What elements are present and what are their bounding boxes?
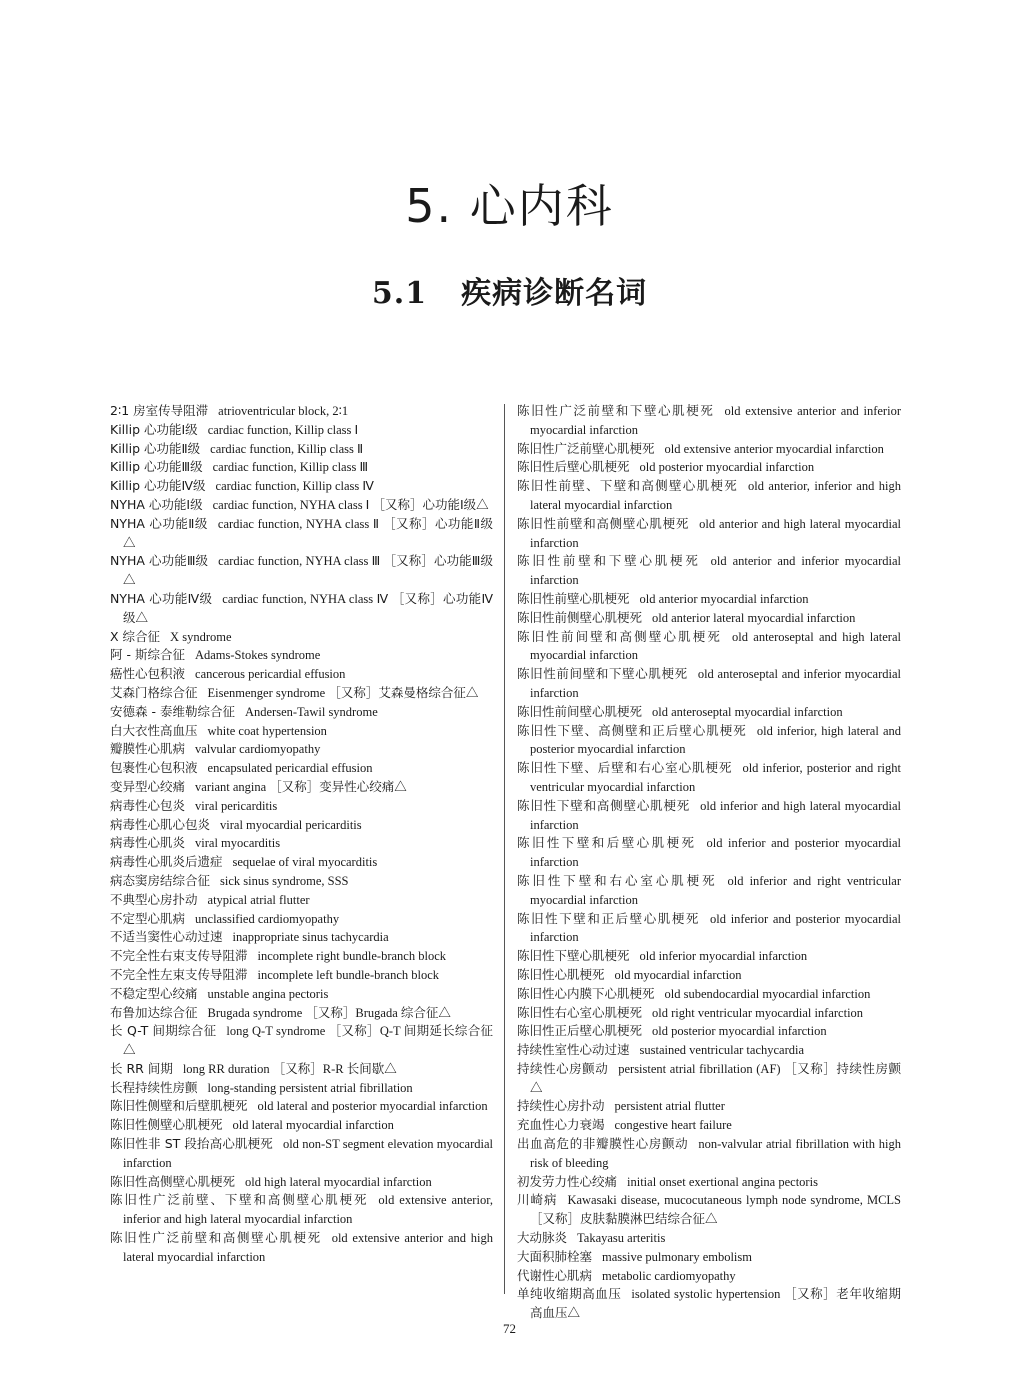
entry-term: 陈旧性心肌梗死 — [517, 966, 605, 982]
glossary-entry — [517, 1229, 901, 1248]
entry-term: 病毒性心肌炎后遗症 — [110, 854, 223, 870]
entry-term: 阿 - 斯综合征 — [110, 647, 185, 663]
entry-english: unclassified cardiomyopathy — [195, 911, 340, 926]
entry-term: 2∶1 房室传导阻滞 — [110, 403, 209, 418]
entry-english: old extensive anterior and high lateral myocardial infarction — [123, 1231, 493, 1264]
section-heading: 疾病诊断名词 — [461, 276, 648, 311]
entry-term: 充血性心力衰竭 — [517, 1117, 605, 1133]
entry-term: 陈旧性广泛前壁和高侧壁心肌梗死 — [110, 1230, 322, 1246]
entry-term: Killip 心功能Ⅳ级 — [110, 478, 206, 494]
entry-english: initial onset exertional angina pectoris — [627, 1174, 818, 1189]
glossary-entry — [517, 609, 901, 628]
entry-english: isolated systolic hypertension ［又称］老年收缩期高血压△ — [530, 1287, 901, 1321]
glossary-entry — [110, 552, 493, 590]
glossary-entry — [517, 590, 901, 609]
left-column — [110, 402, 493, 1267]
entry-term: 陈旧性下壁心肌梗死 — [517, 948, 630, 964]
glossary-entry — [517, 515, 901, 553]
entry-english: long RR duration ［又称］R-R 长间歇△ — [182, 1061, 397, 1076]
entry-english: viral myocarditis — [195, 836, 281, 851]
entry-english: non-valvular atrial fibrillation with high risk of bleeding — [530, 1137, 901, 1170]
entry-english: old inferior, posterior and right ventricular myocardial infarction — [530, 761, 901, 794]
entry-term: 陈旧性下壁、后壁和右心室心肌梗死 — [517, 760, 733, 776]
entry-term: 包裹性心包积液 — [110, 760, 198, 776]
entry-english: old posterior myocardial infarction — [652, 1024, 827, 1039]
entry-english: old subendocardial myocardial infarction — [664, 986, 871, 1001]
entry-term: 陈旧性下壁和高侧壁心肌梗死 — [517, 797, 691, 813]
glossary-entry — [517, 1060, 901, 1098]
entry-term: 陈旧性前壁、下壁和高侧壁心肌梗死 — [517, 478, 739, 494]
entry-term: 瓣膜性心肌病 — [110, 741, 186, 757]
entry-term: 陈旧性心内膜下心肌梗死 — [517, 985, 655, 1001]
page-number: 72 — [503, 1321, 516, 1336]
glossary-entry — [110, 590, 493, 628]
entry-english: atypical atrial flutter — [207, 892, 310, 907]
glossary-entry — [517, 1041, 901, 1060]
entry-term: 不适当窦性心动过速 — [110, 929, 223, 945]
entry-english: old inferior and right ventricular myocardial infarction — [530, 873, 901, 907]
glossary-entry — [110, 1191, 493, 1229]
entry-term: 白大衣性高血压 — [110, 722, 198, 738]
glossary-entry — [110, 1229, 493, 1267]
glossary-entry — [517, 1004, 901, 1023]
glossary-entry — [110, 872, 493, 891]
entry-term: 陈旧性侧壁心肌梗死 — [110, 1117, 223, 1133]
entry-term: 陈旧性高侧壁心肌梗死 — [110, 1173, 236, 1189]
glossary-entry — [517, 1116, 901, 1135]
entry-english: cardiac function, NYHA class Ⅲ ［又称］心功能Ⅲ级△ — [123, 554, 493, 588]
entry-english: Brugada syndrome ［又称］Brugada 综合征△ — [207, 1005, 451, 1020]
glossary-entry — [517, 552, 901, 590]
glossary-entry — [110, 421, 493, 440]
entry-term: Killip 心功能Ⅲ级 — [110, 459, 203, 475]
entry-term: 陈旧性广泛前壁心肌梗死 — [517, 440, 655, 456]
glossary-entry — [517, 1191, 901, 1229]
glossary-entry — [517, 872, 901, 910]
entry-term: 大动脉炎 — [517, 1230, 568, 1246]
entry-english: cardiac function, Killip class Ⅱ — [210, 441, 364, 456]
entry-english: old extensive anterior, inferior and high lateral myocardial infarction — [123, 1193, 493, 1227]
entry-term: 陈旧性正后壁心肌梗死 — [517, 1023, 643, 1039]
glossary-entry — [517, 402, 901, 440]
entry-english: old right ventricular myocardial infarction — [652, 1005, 864, 1020]
entry-english: unstable angina pectoris — [207, 986, 329, 1001]
entry-term: 布鲁加达综合征 — [110, 1004, 198, 1020]
glossary-entry — [110, 402, 493, 421]
glossary-entry — [110, 891, 493, 910]
glossary-entry — [110, 1060, 493, 1079]
entry-english: incomplete left bundle-branch block — [257, 967, 440, 982]
entry-english: old anterior lateral myocardial infarction — [652, 610, 856, 625]
entry-term: 不完全性左束支传导阻滞 — [110, 966, 248, 982]
entry-english: sequelae of viral myocarditis — [232, 855, 378, 870]
entry-english: cardiac function, Killip class Ⅳ — [215, 479, 374, 494]
entry-english: cardiac function, NYHA class Ⅰ ［又称］心功能Ⅰ级△ — [212, 497, 489, 512]
entry-english: persistent atrial flutter — [614, 1099, 725, 1114]
glossary-entry — [110, 1116, 493, 1135]
entry-term: 陈旧性前间壁和下壁心肌梗死 — [517, 666, 688, 682]
glossary-entry — [110, 440, 493, 459]
entry-term: 陈旧性前侧壁心肌梗死 — [517, 609, 643, 625]
entry-term: 癌性心包积液 — [110, 666, 186, 682]
entry-term: 变异型心绞痛 — [110, 778, 186, 794]
glossary-entry — [110, 853, 493, 872]
entry-term: Killip 心功能Ⅱ级 — [110, 440, 201, 456]
entry-term: 陈旧性后壁心肌梗死 — [517, 459, 630, 475]
entry-english: cardiac function, Killip class Ⅰ — [207, 422, 359, 437]
entry-english: long-standing persistent atrial fibrillation — [207, 1080, 413, 1095]
glossary-entry — [517, 985, 901, 1004]
entry-term: 陈旧性前间壁心肌梗死 — [517, 703, 643, 719]
entry-english: old inferior, high lateral and posterior myocardial infarction — [530, 723, 901, 757]
glossary-entry — [517, 834, 901, 872]
entry-term: 单纯收缩期高血压 — [517, 1286, 622, 1302]
entry-term: NYHA 心功能Ⅲ级 — [110, 553, 209, 569]
glossary-entry — [110, 1022, 493, 1060]
entry-term: 陈旧性下壁和右心室心肌梗死 — [517, 872, 718, 888]
entry-term: 长 RR 间期 — [110, 1060, 173, 1076]
entry-english: Adams-Stokes syndrome — [194, 648, 321, 663]
glossary-entry — [517, 797, 901, 835]
glossary-entry — [110, 740, 493, 759]
entry-term: NYHA 心功能Ⅳ级 — [110, 590, 213, 606]
entry-english: old extensive anterior and inferior myocardial infarction — [530, 404, 901, 437]
entry-english: incomplete right bundle-branch block — [257, 949, 446, 964]
entry-english: viral pericarditis — [195, 798, 278, 813]
entry-english: old anteroseptal myocardial infarction — [652, 704, 843, 719]
entry-english: valvular cardiomyopathy — [195, 742, 321, 757]
entry-term: 病态窦房结综合征 — [110, 872, 211, 888]
entry-term: Killip 心功能Ⅰ级 — [110, 421, 198, 437]
glossary-entry — [110, 1135, 493, 1173]
chapter-title: 5. 心内科 — [405, 179, 614, 233]
entry-english: old anterior and high lateral myocardial infarction — [530, 516, 901, 550]
entry-term: 陈旧性前间壁和高侧壁心肌梗死 — [517, 628, 723, 644]
entry-term: 病毒性心肌心包炎 — [110, 816, 211, 832]
entry-term: 长程持续性房颤 — [110, 1079, 198, 1095]
entry-english: cancerous pericardial effusion — [195, 667, 346, 682]
entry-english: encapsulated pericardial effusion — [207, 761, 373, 776]
entry-english: old anterior and inferior myocardial infarction — [530, 554, 901, 588]
entry-english: cardiac function, NYHA class Ⅳ ［又称］心功能Ⅳ级△ — [123, 591, 493, 625]
glossary-entry — [110, 1004, 493, 1023]
glossary-entry — [110, 515, 493, 553]
entry-term: 持续性心房颤动 — [517, 1060, 609, 1076]
entry-term: 不稳定型心绞痛 — [110, 985, 198, 1001]
glossary-entry — [110, 759, 493, 778]
glossary-entry — [517, 966, 901, 985]
glossary-entry — [110, 646, 493, 665]
glossary-entry — [517, 665, 901, 703]
entry-term: 艾森门格综合征 — [110, 684, 198, 700]
entry-term: 陈旧性前壁和下壁心肌梗死 — [517, 553, 701, 569]
entry-term: 陈旧性下壁、高侧壁和正后壁心肌梗死 — [517, 722, 747, 738]
entry-term: 长 Q-T 间期综合征 — [110, 1023, 217, 1039]
entry-term: 代谢性心肌病 — [517, 1267, 593, 1283]
entry-term: 陈旧性非 ST 段抬高心肌梗死 — [110, 1136, 273, 1152]
entry-english: Andersen-Tawil syndrome — [244, 704, 378, 719]
entry-english: old anterior myocardial infarction — [639, 591, 809, 606]
glossary-entry — [110, 477, 493, 496]
glossary-entry — [110, 778, 493, 797]
glossary-entry — [110, 458, 493, 477]
glossary-entry — [517, 1267, 901, 1286]
entry-english: congestive heart failure — [614, 1118, 732, 1133]
entry-term: 陈旧性前壁心肌梗死 — [517, 590, 630, 606]
entry-english: old anteroseptal and high lateral myocardial infarction — [530, 629, 901, 663]
glossary-entry — [110, 496, 493, 515]
entry-term: 病毒性心肌炎 — [110, 835, 186, 851]
entry-english: old lateral and posterior myocardial infarction — [257, 1099, 488, 1114]
glossary-entry — [517, 440, 901, 459]
column-divider — [504, 404, 505, 1294]
entry-term: NYHA 心功能Ⅰ级 — [110, 496, 203, 512]
glossary-entry — [110, 684, 493, 703]
entry-term: 陈旧性前壁和高侧壁心肌梗死 — [517, 515, 690, 531]
section-number: 5.1 — [371, 276, 428, 311]
entry-english: old inferior myocardial infarction — [639, 949, 808, 964]
entry-english: old posterior myocardial infarction — [639, 460, 815, 475]
glossary-entry — [110, 966, 493, 985]
entry-english: viral myocardial pericarditis — [220, 817, 362, 832]
glossary-entry — [110, 834, 493, 853]
glossary-entry — [517, 1285, 901, 1323]
glossary-entry — [517, 722, 901, 760]
entry-term: 陈旧性广泛前壁和下壁心肌梗死 — [517, 403, 715, 418]
glossary-entry — [110, 1079, 493, 1098]
glossary-entry — [517, 458, 901, 477]
entry-english: Takayasu arteritis — [577, 1231, 666, 1246]
glossary-entry — [110, 947, 493, 966]
entry-english: old inferior and posterior myocardial infarction — [530, 836, 901, 870]
entry-term: 持续性心房扑动 — [517, 1098, 605, 1114]
entry-term: 大面积肺栓塞 — [517, 1248, 593, 1264]
glossary-entry — [517, 947, 901, 966]
glossary-entry — [517, 1022, 901, 1041]
glossary-entry — [517, 1097, 901, 1116]
entry-english: cardiac function, NYHA class Ⅱ ［又称］心功能Ⅱ级△ — [123, 516, 493, 550]
glossary-entry — [110, 910, 493, 929]
entry-english: sustained ventricular tachycardia — [639, 1043, 805, 1058]
glossary-entry — [110, 665, 493, 684]
glossary-entry — [517, 910, 901, 948]
entry-term: X 综合征 — [110, 628, 161, 644]
entry-term: 出血高危的非瓣膜性心房颤动 — [517, 1136, 689, 1152]
entry-term: 陈旧性右心室心肌梗死 — [517, 1004, 643, 1020]
entry-english: old anterior, inferior and high lateral myocardial infarction — [530, 479, 901, 512]
entry-term: 持续性室性心动过速 — [517, 1042, 630, 1058]
glossary-entry — [110, 628, 493, 647]
entry-english: old high lateral myocardial infarction — [245, 1174, 432, 1189]
entry-term: 陈旧性侧壁和后壁肌梗死 — [110, 1098, 248, 1114]
entry-english: old myocardial infarction — [614, 967, 742, 982]
entry-english: variant angina ［又称］变异性心绞痛△ — [195, 779, 407, 794]
glossary-entry — [110, 928, 493, 947]
entry-term: 安德森 - 泰维勒综合征 — [110, 703, 235, 719]
entry-english: white coat hypertension — [207, 723, 327, 738]
entry-term: 川崎病 — [517, 1192, 558, 1208]
entry-english: inappropriate sinus tachycardia — [232, 930, 389, 945]
glossary-entry — [517, 1135, 901, 1173]
entry-term: 初发劳力性心绞痛 — [517, 1173, 618, 1189]
entry-term: 病毒性心包炎 — [110, 797, 186, 813]
section-title — [0, 268, 1019, 312]
glossary-entry — [517, 703, 901, 722]
glossary-entry — [110, 797, 493, 816]
entry-term: 不完全性右束支传导阻滞 — [110, 948, 248, 964]
glossary-entry — [517, 759, 901, 797]
entry-english: long Q-T syndrome ［又称］Q-T 间期延长综合征△ — [123, 1024, 493, 1058]
entry-english: cardiac function, Killip class Ⅲ — [212, 460, 369, 475]
entry-term: 不典型心房扑动 — [110, 891, 198, 907]
glossary-entry — [110, 722, 493, 741]
entry-english: old inferior and posterior myocardial infarction — [530, 911, 901, 945]
entry-english: X syndrome — [170, 629, 232, 644]
glossary-entry — [110, 1173, 493, 1192]
entry-english: old extensive anterior myocardial infarction — [664, 441, 884, 456]
entry-english: old inferior and high lateral myocardial infarction — [530, 798, 901, 832]
entry-english: atrioventricular block, 2∶1 — [218, 404, 349, 418]
glossary-entry — [110, 985, 493, 1004]
entry-term: 陈旧性广泛前壁、下壁和高侧壁心肌梗死 — [110, 1192, 369, 1208]
entry-english: sick sinus syndrome, SSS — [220, 873, 349, 888]
entry-english: Eisenmenger syndrome ［又称］艾森曼格综合征△ — [207, 685, 479, 700]
entry-english: metabolic cardiomyopathy — [602, 1268, 736, 1283]
glossary-entry — [517, 1248, 901, 1267]
right-column — [517, 402, 901, 1323]
entry-english: old non-ST segment elevation myocardial infarction — [123, 1137, 493, 1170]
entry-english: old lateral myocardial infarction — [232, 1118, 394, 1133]
glossary-entry — [517, 477, 901, 515]
entry-english: old anteroseptal and inferior myocardial infarction — [530, 667, 901, 700]
entry-english: persistent atrial fibrillation (AF) ［又称］持续性房颤△ — [530, 1061, 901, 1095]
glossary-entry — [110, 1097, 493, 1116]
glossary-entry — [517, 1173, 901, 1192]
entry-term: 陈旧性下壁和正后壁心肌梗死 — [517, 910, 701, 926]
glossary-entry — [110, 816, 493, 835]
glossary-entry — [517, 628, 901, 666]
entry-english: Kawasaki disease, mucocutaneous lymph node syndrome, MCLS ［又称］皮肤黏膜淋巴结综合征△ — [530, 1193, 901, 1227]
glossary-entry — [110, 703, 493, 722]
entry-english: massive pulmonary embolism — [602, 1249, 752, 1264]
entry-term: 不定型心肌病 — [110, 910, 186, 926]
entry-term: NYHA 心功能Ⅱ级 — [110, 515, 208, 531]
entry-term: 陈旧性下壁和后壁心肌梗死 — [517, 835, 697, 851]
